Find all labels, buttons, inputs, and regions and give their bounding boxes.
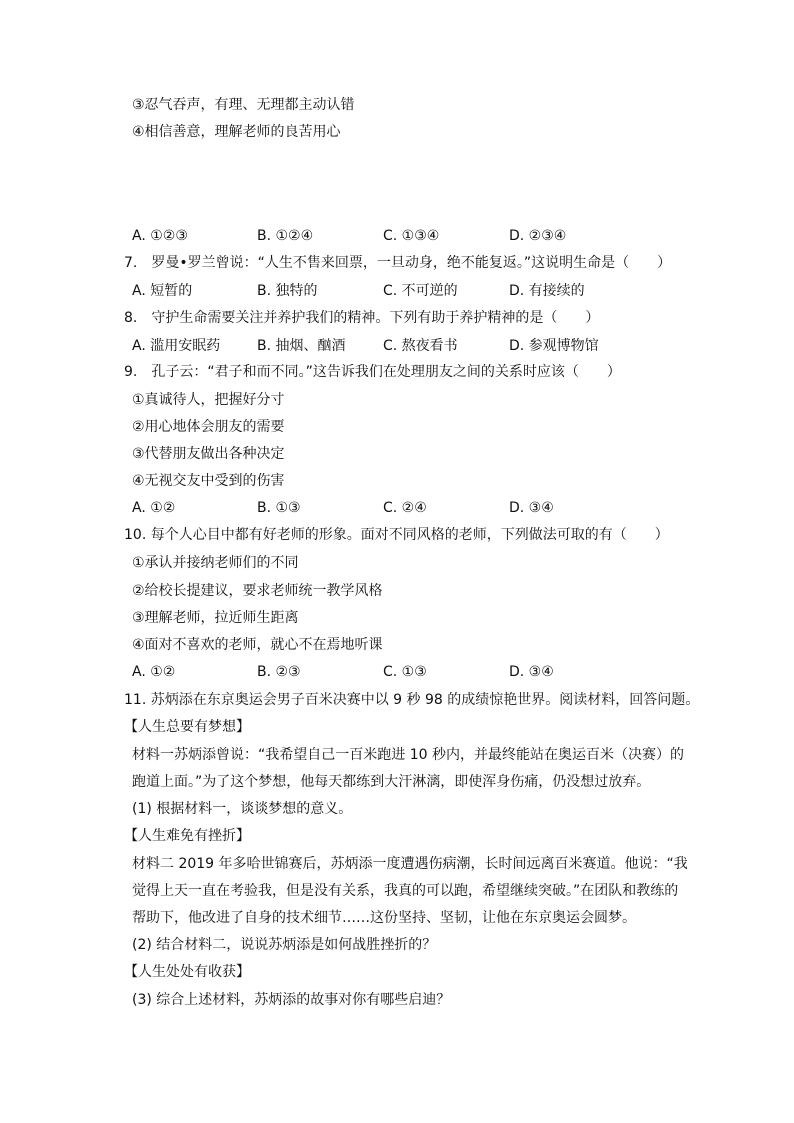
- q11-sub-question-1: (1) 根据材料一，谈谈梦想的意义。: [132, 801, 353, 817]
- q10-option-a: A. ①②: [132, 664, 176, 680]
- q10-item-4: ④面对不喜欢的老师，就心不在焉地听课: [132, 637, 383, 653]
- q8-option-c: C. 熬夜看书: [383, 338, 458, 354]
- q9-option-a: A. ①②: [132, 500, 176, 516]
- q11-material2-line3: 帮助下，他改进了自身的技术细节……这份坚持、坚韧，让他在东京奥运会圆梦。: [132, 910, 636, 926]
- q9-item-1: ①真诚待人，把握好分寸: [132, 392, 285, 408]
- q11-section-dream: 【人生总要有梦想】: [124, 719, 250, 735]
- q7-option-a: A. 短暂的: [132, 283, 193, 299]
- q10-item-2: ②给校长提建议，要求老师统一教学风格: [132, 583, 383, 599]
- q9-stem: 9. 孔子云：“君子和而不同。”这告诉我们在处理朋友之间的关系时应该（ ）: [124, 364, 621, 380]
- q9-option-b: B. ①③: [257, 500, 301, 516]
- q6-item-3: ④相信善意，理解老师的良苦用心: [132, 124, 341, 140]
- q11-stem: 11. 苏炳添在东京奥运会男子百米决赛中以 9 秒 98 的成绩惊艳世界。阅读材料，回答问题。: [124, 692, 700, 708]
- q6-option-d: D. ②③④: [509, 228, 567, 244]
- q11-sub-question-3: (3) 综合上述材料，苏炳添的故事对你有哪些启迪？: [132, 992, 451, 1008]
- q9-option-c: C. ②④: [383, 500, 427, 516]
- q9-item-3: ③代替朋友做出各种决定: [132, 446, 285, 462]
- q8-option-a: A. 滥用安眠药: [132, 338, 221, 354]
- q11-sub-question-2: (2) 结合材料二，说说苏炳添是如何战胜挫折的？: [132, 937, 437, 953]
- q7-stem: 7. 罗曼•罗兰曾说：“人生不售来回票，一旦动身，绝不能复返。”这说明生命是（ ）: [124, 255, 672, 271]
- q6-item-2: ③忍气吞声，有理、无理都主动认错: [132, 97, 355, 113]
- q9-item-4: ④无视交友中受到的伤害: [132, 473, 285, 489]
- q11-section-setback: 【人生难免有挫折】: [124, 828, 250, 844]
- q8-option-d: D. 参观博物馆: [509, 338, 599, 354]
- q6-option-c: C. ①③④: [383, 228, 440, 244]
- q11-material1-line1: 材料一苏炳添曾说：“我希望自己一百米跑进 10 秒内，并最终能站在奥运百米（决赛）的: [132, 747, 684, 763]
- q7-option-b: B. 独特的: [257, 283, 318, 299]
- q10-option-c: C. ①③: [383, 664, 427, 680]
- q10-option-d: D. ③④: [509, 664, 554, 680]
- q9-option-d: D. ③④: [509, 500, 554, 516]
- q11-material1-line2: 跑道上面。”为了这个梦想，他每天都练到大汗淋漓，即使浑身伤痛，仍没想过放弃。: [132, 774, 651, 790]
- q10-option-b: B. ②③: [257, 664, 301, 680]
- q7-option-c: C. 不可逆的: [383, 283, 458, 299]
- q10-stem: 10. 每个人心目中都有好老师的形象。面对不同风格的老师，下列做法可取的有（ ）: [124, 527, 669, 543]
- q7-option-d: D. 有接续的: [509, 283, 585, 299]
- q8-option-b: B. 抽烟、酗酒: [257, 338, 346, 354]
- q11-section-gain: 【人生处处有收获】: [124, 964, 250, 980]
- q9-item-2: ②用心地体会朋友的需要: [132, 419, 285, 435]
- q11-material2-line1: 材料二 2019 年多哈世锦赛后，苏炳添一度遭遇伤病潮，长时间远离百米赛道。他说：“我: [132, 856, 688, 872]
- q8-stem: 8. 守护生命需要关注并养护我们的精神。下列有助于养护精神的是（ ）: [124, 310, 600, 326]
- q6-option-a: A. ①②③: [132, 228, 188, 244]
- q10-item-3: ③理解老师，拉近师生距离: [132, 610, 299, 626]
- q6-option-b: B. ①②④: [257, 228, 314, 244]
- q11-material2-line2: 觉得上天一直在考验我，但是没有关系，我真的可以跑，希望继续突破。”在团队和教练的: [132, 883, 679, 899]
- q10-item-1: ①承认并接纳老师们的不同: [132, 555, 299, 571]
